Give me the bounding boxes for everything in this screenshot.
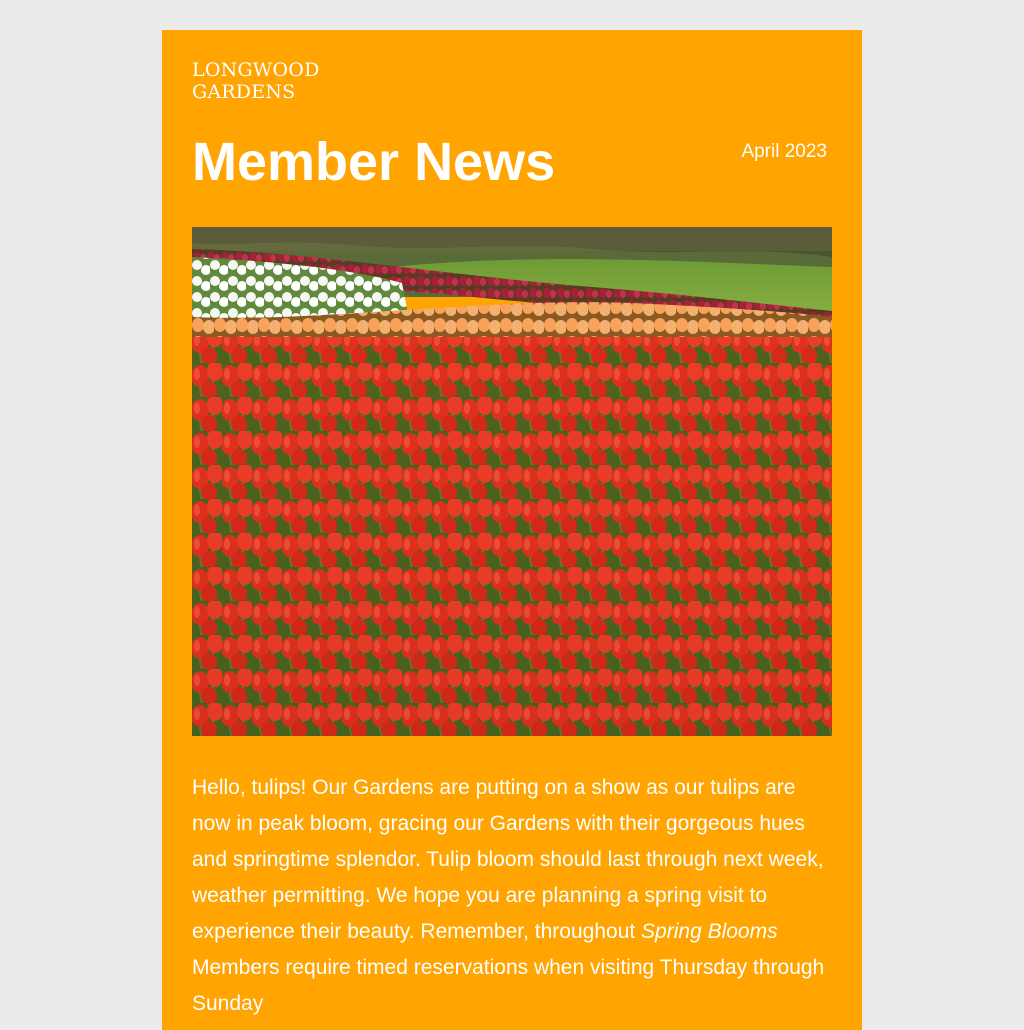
longwood-gardens-logo[interactable]: [192, 59, 352, 103]
issue-date: April 2023: [741, 141, 827, 162]
article-text-part-1: Hello, tulips! Our Gardens are putting on a show as our tulips are now in peak bloom, gracing our Gardens with their gorgeous hues and springtime splendor. Tulip bloom should last through next week, weather permitting. We hope you are planning a spring visit to experience their beauty. Remember, throughout: [192, 776, 824, 943]
page-title: Member News: [192, 132, 556, 192]
article-paragraph: [192, 770, 834, 1022]
logo-line-2: GARDENS: [192, 81, 296, 103]
logo-line-1: LONGWOOD: [192, 59, 320, 81]
article-text-part-2: Members require timed reservations when visiting Thursday through Sunday: [192, 956, 825, 1015]
newsletter-card: [162, 30, 862, 1030]
hero-tulip-image[interactable]: [192, 227, 832, 736]
spring-blooms-emphasis: Spring Blooms: [641, 920, 778, 943]
